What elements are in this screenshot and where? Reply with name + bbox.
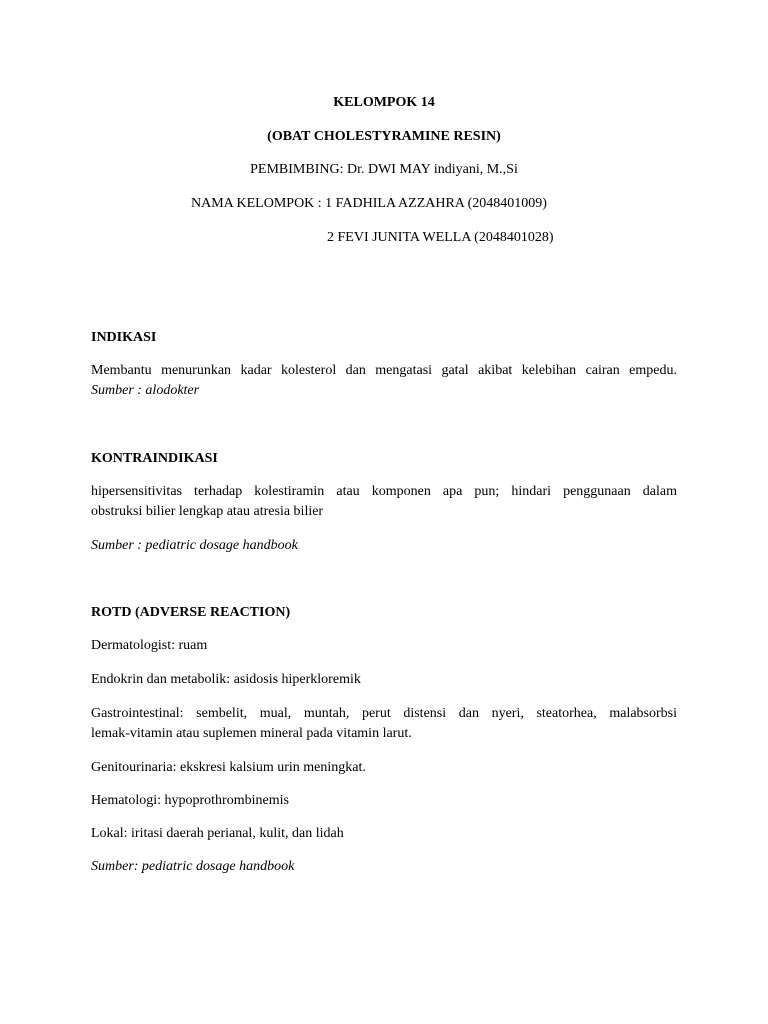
- kontraindikasi-text-line-1: hipersensitivitas terhadap kolestiramin atau komponen apa pun; hindari penggunaan dalam: [91, 484, 677, 499]
- supervisor-line: PEMBIMBING: Dr. DWI MAY indiyani, M.,Si: [250, 162, 518, 177]
- kontraindikasi-heading: KONTRAINDIKASI: [91, 451, 218, 466]
- rotd-hematologi: Hematologi: hypoprothrombinemis: [91, 793, 289, 808]
- kontraindikasi-text-line-2: obstruksi bilier lengkap atau atresia bilier: [91, 504, 324, 519]
- group-title: KELOMPOK 14: [333, 95, 435, 110]
- rotd-gastrointestinal: [91, 704, 677, 744]
- rotd-genitourinaria: Genitourinaria: ekskresi kalsium urin meningkat.: [91, 760, 366, 775]
- rotd-endokrin: Endokrin dan metabolik: asidosis hiperkloremik: [91, 672, 361, 687]
- indikasi-text: Membantu menurunkan kadar kolesterol dan mengatasi gatal akibat kelebihan cairan empedu.: [91, 363, 677, 378]
- rotd-gastro-line-2: lemak-vitamin atau suplemen mineral pada vitamin larut.: [91, 726, 412, 741]
- rotd-gastro-line-1: Gastrointestinal: sembelit, mual, muntah, perut distensi dan nyeri, steatorhea, malabsorbsi: [91, 706, 677, 721]
- group-member-2: 2 FEVI JUNITA WELLA (2048401028): [327, 230, 554, 245]
- group-member-1: NAMA KELOMPOK : 1 FADHILA AZZAHRA (2048401009): [191, 196, 547, 211]
- kontraindikasi-paragraph: [91, 482, 677, 522]
- indikasi-source: Sumber : alodokter: [91, 383, 200, 398]
- rotd-dermatologi: Dermatologist: ruam: [91, 638, 208, 653]
- indikasi-heading: INDIKASI: [91, 330, 157, 345]
- indikasi-paragraph: [91, 361, 677, 401]
- kontraindikasi-source: Sumber : pediatric dosage handbook: [91, 538, 298, 553]
- rotd-heading: ROTD (ADVERSE REACTION): [91, 605, 291, 620]
- rotd-source: Sumber: pediatric dosage handbook: [91, 859, 295, 874]
- rotd-lokal: Lokal: iritasi daerah perianal, kulit, dan lidah: [91, 826, 344, 841]
- drug-title: (OBAT CHOLESTYRAMINE RESIN): [267, 129, 501, 144]
